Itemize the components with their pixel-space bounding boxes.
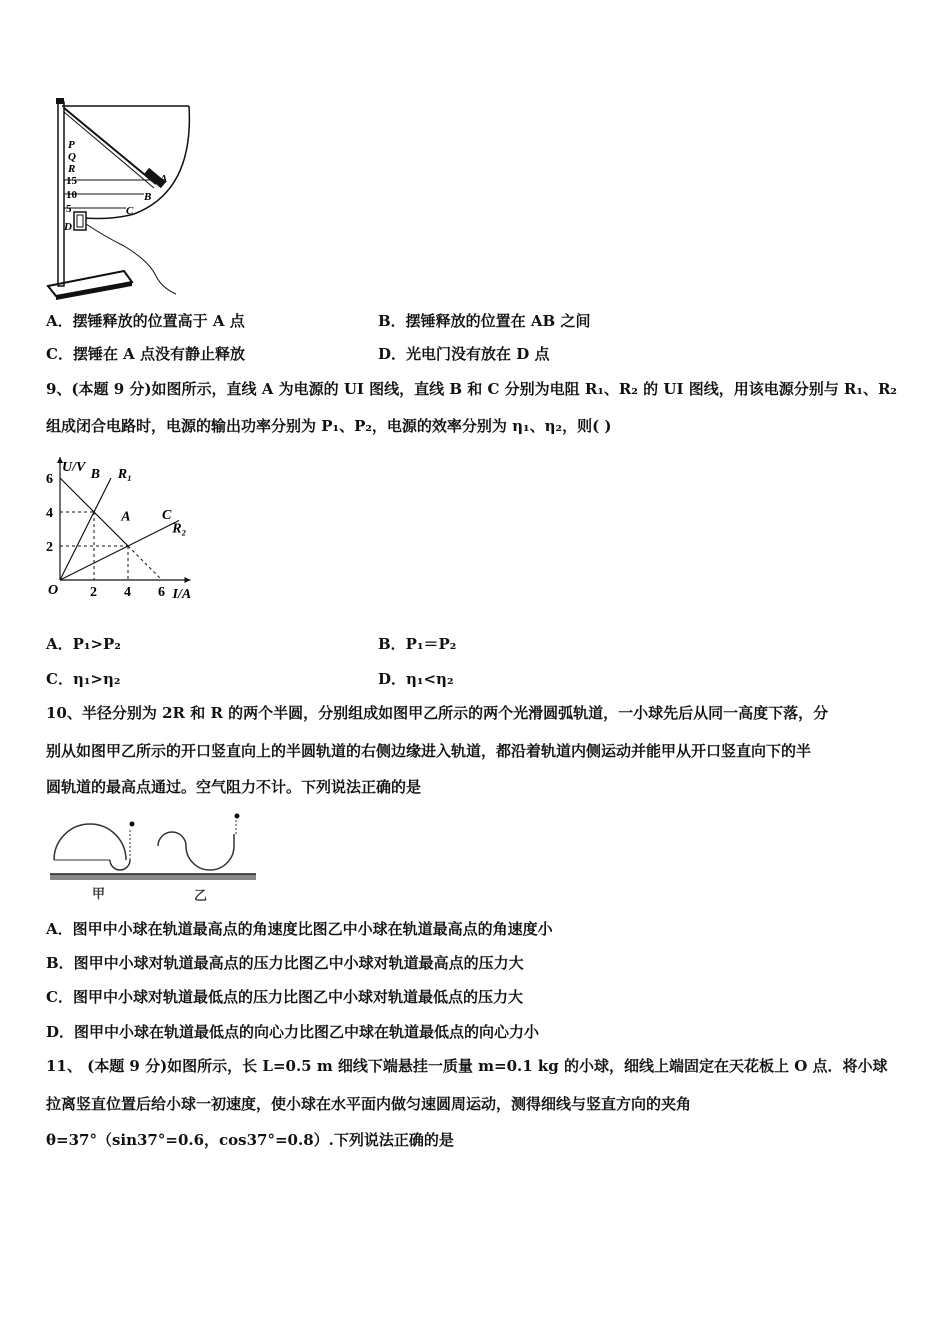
q10-stem-line3: 圆轨道的最高点通过。空气阻力不计。下列说法正确的是 bbox=[46, 778, 422, 796]
label-d: D bbox=[64, 221, 72, 233]
series-c-label: C bbox=[162, 507, 172, 523]
q8-option-c[interactable]: C．摆锤在 A 点没有静止释放 bbox=[46, 345, 246, 363]
q9-option-d[interactable]: D．η₁<η₂ bbox=[378, 670, 454, 688]
q11-stem-line1: 11、 (本题 9 分)如图所示，长 L=0.5 m 细线下端悬挂一质量 m=0.1 kg 的小球，细线上端固定在天花板上 O 点．将小球 bbox=[46, 1057, 888, 1075]
series-c-label2: R₂ bbox=[172, 521, 187, 537]
q9-stem-line2: 组成闭合电路时，电源的输出功率分别为 P₁、P₂，电源的效率分别为 η₁、η₂，则( ) bbox=[46, 417, 612, 435]
q10-option-b[interactable]: B．图甲中小球对轨道最高点的压力比图乙中小球对轨道最高点的压力大 bbox=[46, 954, 524, 972]
label-c: C bbox=[126, 205, 134, 217]
yi-track-large bbox=[186, 834, 234, 870]
q9-option-c[interactable]: C．η₁>η₂ bbox=[46, 670, 121, 688]
q10-option-a[interactable]: A．图甲中小球在轨道最高点的角速度比图乙中小球在轨道最高点的角速度小 bbox=[46, 920, 553, 938]
q10-stem-line2: 别从如图甲乙所示的开口竖直向上的半圆轨道的右侧边缘进入轨道，都沿着轨道内侧运动并能甲从开口竖直向下的半 bbox=[46, 742, 812, 760]
label-5: 5 bbox=[66, 203, 72, 215]
origin-label: O bbox=[48, 583, 59, 598]
q10-option-c[interactable]: C．图甲中小球对轨道最低点的压力比图乙中小球对轨道最低点的压力大 bbox=[46, 988, 523, 1006]
q9-stem-line1: 9、(本题 9 分)如图所示，直线 A 为电源的 UI 图线，直线 B 和 C 分别为电阻 R₁、R₂ 的 UI 图线，用该电源分别与 R₁、R₂ bbox=[46, 380, 897, 398]
pendulum-figure bbox=[44, 96, 194, 301]
label-yi: 乙 bbox=[194, 888, 208, 903]
y-tick-6: 6 bbox=[46, 472, 53, 487]
series-a-dashed bbox=[128, 546, 162, 580]
track-figure bbox=[44, 810, 264, 906]
series-a-label: A bbox=[121, 509, 131, 525]
q10-stem-line1: 10、半径分别为 2R 和 R 的两个半圆，分别组成如图甲乙所示的两个光滑圆弧轨道，一小球先后从同一高度下落，分 bbox=[46, 704, 829, 722]
x-tick-2: 2 bbox=[90, 585, 97, 600]
series-b-label2: R₁ bbox=[117, 467, 133, 482]
x-axis-label: I/A bbox=[172, 587, 192, 602]
yi-ball bbox=[235, 814, 240, 819]
x-tick-4: 4 bbox=[124, 585, 131, 600]
label-r: R bbox=[68, 163, 76, 175]
series-b-label: B bbox=[90, 467, 100, 482]
ground bbox=[50, 874, 256, 880]
x-axis-arrow bbox=[185, 577, 191, 583]
label-p: P bbox=[68, 139, 75, 151]
q11-stem-line2: 拉离竖直位置后给小球一初速度，使小球在水平面内做匀速圆周运动，测得细线与竖直方向的夹角 bbox=[46, 1095, 692, 1113]
y-tick-4: 4 bbox=[46, 506, 53, 521]
label-15: 15 bbox=[66, 175, 77, 187]
jia-ball bbox=[130, 822, 135, 827]
stand-pole bbox=[58, 102, 64, 286]
q9-option-a[interactable]: A．P₁>P₂ bbox=[46, 635, 121, 653]
q8-option-b[interactable]: B．摆锤释放的位置在 AB 之间 bbox=[378, 312, 591, 330]
label-jia: 甲 bbox=[92, 886, 106, 901]
q8-option-d[interactable]: D．光电门没有放在 D 点 bbox=[378, 345, 550, 363]
label-a: A bbox=[160, 173, 168, 185]
y-axis-label: U/V bbox=[62, 460, 86, 475]
q10-option-d[interactable]: D．图甲中小球在轨道最低点的向心力比图乙中球在轨道最低点的向心力小 bbox=[46, 1023, 540, 1041]
series-b-line bbox=[60, 478, 111, 580]
y-tick-2: 2 bbox=[46, 540, 53, 555]
pendulum-rod bbox=[64, 108, 156, 184]
q8-option-a[interactable]: A．摆锤释放的位置高于 A 点 bbox=[46, 312, 245, 330]
q11-stem-line3: θ=37°（sin37°=0.6，cos37°=0.8）.下列说法正确的是 bbox=[46, 1131, 454, 1149]
label-b: B bbox=[144, 191, 152, 203]
label-q: Q bbox=[68, 151, 76, 163]
x-tick-6: 6 bbox=[158, 585, 165, 600]
series-c-line bbox=[60, 521, 179, 581]
q9-option-b[interactable]: B．P₁＝P₂ bbox=[378, 635, 457, 653]
jia-track-large bbox=[54, 824, 126, 860]
label-10: 10 bbox=[66, 189, 77, 201]
arc-scale bbox=[84, 106, 189, 219]
ui-chart bbox=[40, 444, 220, 610]
jia-track-small bbox=[110, 860, 130, 870]
yi-track-small bbox=[158, 832, 186, 846]
